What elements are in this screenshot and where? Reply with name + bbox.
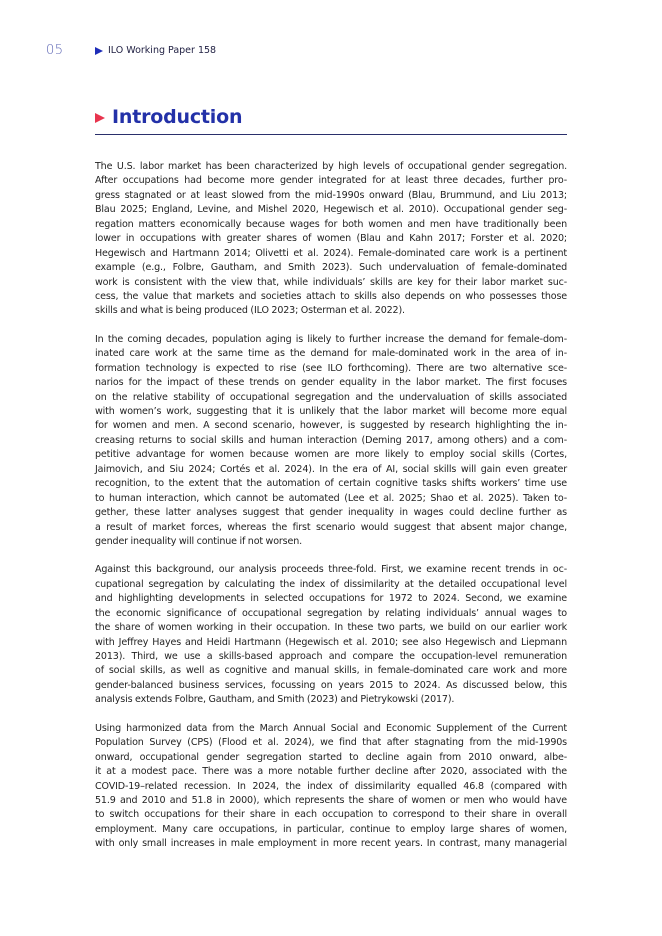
text-line: to human interaction, which cannot be automated (Lee et al. 2025; Shao et al. 2025). Taken to-: [95, 492, 567, 504]
paragraph-2: [95, 333, 567, 550]
text-line: gender-balanced business services, focussing on years 2015 to 2024. As discussed below, this: [95, 679, 567, 691]
text-line: The U.S. labor market has been characterized by high levels of occupational gender segregation.: [95, 161, 567, 172]
text-line: skills and what is being produced (ILO 2023; Osterman et al. 2022).: [95, 305, 405, 317]
text-line: cupational segregation by calculating the index of dissimilarity at the detailed occupational level: [95, 578, 567, 590]
paragraph-3: [95, 563, 567, 707]
text-line: on the relative stability of occupational segregation and the undervaluation of skills associated: [95, 391, 567, 403]
text-line: gether, these latter analyses suggest that gender inequality in wages could decline further as: [95, 507, 567, 519]
text-line: After occupations had become more gender integrated for at least three decades, further pro-: [95, 175, 567, 187]
text-line: Blau 2025; England, Levine, and Mishel 2020, Hegewisch et al. 2010). Occupational gender seg-: [95, 204, 567, 216]
text-line: example (e.g., Folbre, Gautham, and Smith 2023). Such undervaluation of female-dominated: [95, 262, 567, 274]
text-line: it at a modest pace. There was a more notable further decline after 2020, associated with the: [95, 766, 567, 778]
triangle-right-icon: [95, 47, 103, 55]
text-line: onward, occupational gender segregation started to decline again from 2010 onward, albe-: [95, 751, 567, 763]
text-line: COVID-19–related recession. In 2024, the index of dissimilarity equalled 46.8 (compared with: [95, 780, 567, 792]
text-line: In the coming decades, population aging is likely to further increase the demand for female-dom-: [95, 333, 567, 345]
text-line: 51.9 and 2010 and 51.8 in 2000), which represents the share of women or men who would have: [95, 794, 567, 806]
text-line: inated care work at the same time as the demand for male-dominated work in the area of in-: [95, 348, 567, 360]
body-text: [95, 160, 567, 866]
running-title: ILO Working Paper 158: [108, 45, 217, 56]
text-line: the economic significance of occupational segregation by relating individuals’ annual wages to: [95, 607, 567, 619]
text-line: to switch occupations for their share in each occupation to correspond to their share in overall: [95, 809, 567, 821]
text-line: narios for the impact of these trends on gender equality in the labor market. The first focuses: [95, 377, 567, 389]
title-underline-rule: [95, 134, 567, 135]
text-line: Against this background, our analysis proceeds three-fold. First, we examine recent trends in oc-: [95, 564, 567, 576]
section-heading: [95, 106, 567, 128]
text-line: for women and men. A second scenario, however, is suggested by research highlighting the in-: [95, 420, 567, 432]
text-line: the share of women working in their occupation. In these two parts, we build on our earlier work: [95, 622, 567, 634]
page-number: 05: [46, 43, 64, 58]
text-line: with only small increases in male employment in more recent years. In contrast, many managerial: [95, 838, 567, 850]
text-line: work is consistent with the view that, while individuals’ skills are key for their labor market suc-: [95, 276, 567, 288]
text-line: formation technology is expected to rise (see ILO forthcoming). There are two alternative sce-: [95, 362, 567, 374]
text-line: and highlighting developments in selected occupations for 1972 to 2024. Second, we examine: [95, 593, 567, 605]
triangle-right-icon: [95, 113, 105, 123]
text-line: with Jeffrey Hayes and Heidi Hartmann (Hegewisch et al. 2010; see also Hegewisch and Liepmann: [95, 636, 567, 648]
text-line: regation matters economically because wages for both women and men have traditionally been: [95, 218, 567, 230]
text-line: gender inequality will continue if not worsen.: [95, 535, 303, 547]
text-line: of social skills, as well as cognitive and manual skills, in female-dominated care work and more: [95, 665, 567, 677]
text-line: creasing returns to social skills and human interaction (Deming 2017, among others) and a com-: [95, 434, 567, 446]
text-line: employment. Many care occupations, in particular, continue to employ large shares of women,: [95, 823, 567, 835]
text-line: 2013). Third, we use a skills-based approach and compare the occupation-level remuneration: [95, 651, 567, 662]
text-line: Jaimovich, and Siu 2024; Cortés et al. 2024). In the era of AI, social skills will gain even greater: [95, 463, 567, 475]
text-line: cess, the value that markets and societies attach to skills also depends on who possesses those: [95, 290, 567, 302]
text-line: recognition, to the extent that the automation of certain cognitive tasks shifts workers’ time use: [95, 478, 567, 490]
text-line: a result of market forces, whereas the first scenario would suggest that absent major change,: [95, 521, 567, 533]
text-line: gress stagnated or at least slowed from the mid-1990s onward (Blau, Brummund, and Liu 2013;: [95, 189, 567, 201]
text-line: petitive advantage for women because women are more likely to employ social skills (Cortes,: [95, 449, 567, 461]
section-title: Introduction: [112, 106, 243, 128]
text-line: Using harmonized data from the March Annual Social and Economic Supplement of the Current: [95, 722, 567, 734]
paragraph-4: [95, 722, 567, 852]
text-line: with women’s work, suggesting that it is unlikely that the labor market will become more equal: [95, 406, 567, 417]
running-header: [95, 45, 216, 56]
text-line: analysis extends Folbre, Gautham, and Smith (2023) and Pietrykowski (2017).: [95, 694, 455, 706]
text-line: lower in occupations with greater shares of women (Blau and Kahn 2017; Forster et al. 2020;: [95, 233, 567, 245]
text-line: Hegewisch and Hartmann 2014; Olivetti et al. 2024). Female-dominated care work is a pertinent: [95, 247, 567, 259]
paragraph-1: [95, 160, 567, 319]
text-line: Population Survey (CPS) (Flood et al. 2024), we find that after stagnating from the mid-1990s: [95, 737, 567, 749]
